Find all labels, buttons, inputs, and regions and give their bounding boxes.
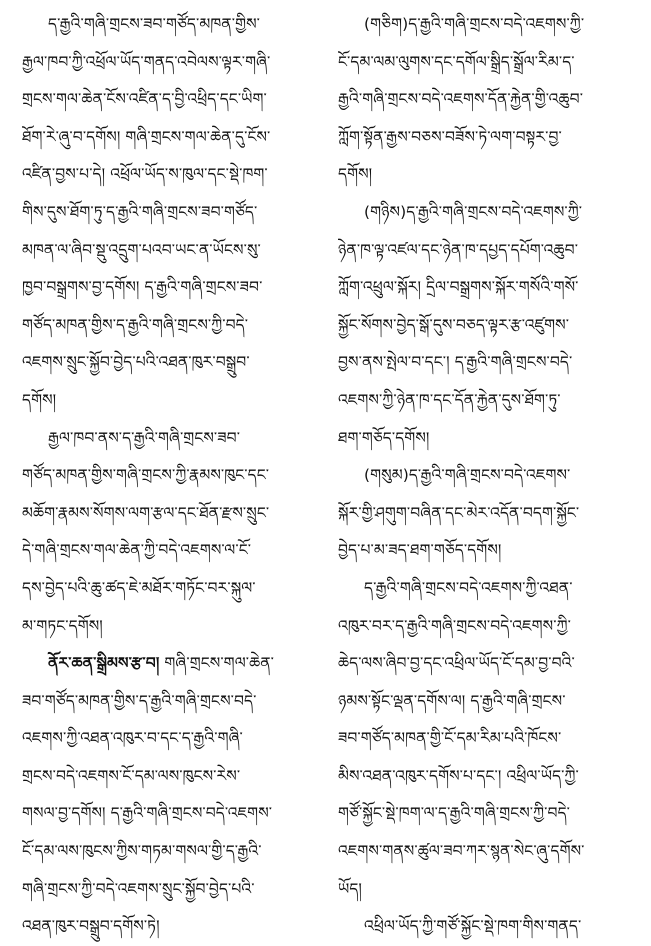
right-text-line: ཉམས་སྟོང་ལྡན་དགོས་ལ། ད་རྒྱའི་གཞི་གྲངས་ (338, 691, 566, 710)
left-text-line: འཇགས་ཀྱི་འཐན་འཁུར་བ་དང་ད་རྒྱའི་གཞི་ (22, 729, 243, 748)
right-text-line: གཙོ་སྐྱོང་སྡེ་ཁག་ལ་ད་རྒྱའི་གཞི་གྲངས་ཀྱི་བདེ་ (338, 804, 570, 823)
left-text-line: དས་བྱེད་པའི་ཆུ་ཚད་ཇེ་མཐོར་གཏོང་བར་སྐུལ་ (22, 578, 256, 597)
line-rest-text: གཞི་གྲངས་གལ་ཆེན་ (159, 654, 275, 673)
right-text-line: ཟབ་གཙོད་མཁན་གྱི་ངོ་དམ་རིམ་པའི་ཁོངས་ (338, 729, 562, 748)
right-text-line: ཐག་གཅོད་དགོས། (338, 428, 430, 447)
right-text-line: དགོས། (338, 165, 373, 184)
left-text-line: ངོ་དམ་ལས་ཁུངས་ཀྱིས་གཏམ་གསལ་གྱི་ད་རྒྱའི་ (22, 842, 262, 861)
right-text-line: མིས་འཐན་འཁུར་དགོས་པ་དང་། འཕྲིལ་ཡོད་ཀྱི་ (338, 766, 579, 785)
right-text-line: ཀློག་སྟོན་རྒྱས་བཅས་བཟོས་ཏེ་ལག་བསྟར་བྱ་ (338, 127, 562, 146)
right-text-line: (གཉིས)ད་རྒྱའི་གཞི་གྲངས་བདེ་འཇགས་ཀྱི་ (364, 202, 583, 221)
right-text-line: འཇགས་གནས་ཚུལ་ཟབ་ཀར་སྙན་སེང་ཞུ་དགོས་ (338, 842, 585, 861)
left-text-line: གཞི་གྲངས་ཀྱི་བདེ་འཇགས་སྲུང་སྐྱོབ་བྱེད་པའི་ (22, 879, 255, 898)
right-text-line: (གསུམ)ད་རྒྱའི་གཞི་གྲངས་བདེ་འཇགས་ (364, 466, 571, 485)
left-text-line: ད་རྒྱའི་གཞི་གྲངས་ཟབ་གཙོད་མཁན་གྱིས་ (48, 15, 261, 33)
right-text-line: སྐོར་གྱི་ཤགུག་བཞིན་དང་མེར་འདོན་བདག་སྐྱོང་ (338, 503, 580, 522)
left-text-line: ཟབ་གཙོད་མཁན་གྱིས་ད་རྒྱའི་གཞི་གྲངས་བདེ་ (22, 691, 257, 710)
left-text-line (22, 645, 318, 683)
left-text-line: མཁན་ལ་ཞིབ་སྡུ་འདྲུག་པའབ་ཡང་ན་ཡོངས་སུ་ (22, 240, 261, 259)
right-text-line: སྐྱོང་སོགས་བྱེད་སྒོ་དུས་བཅད་ལྟར་རྩ་འཛུགས་ (338, 315, 570, 334)
left-text-line: རྒྱལ་ཁབ་ཀྱི་འཕྲོལ་ཡོད་གནད་འབེལས་ལྟར་གཞི་ (22, 52, 271, 71)
right-column (338, 6, 634, 946)
left-text-line: གྲངས་གལ་ཆེན་ངོས་འཛིན་ད་བྱི་འཕྲིད་དང་ཡིག་ (22, 90, 267, 109)
right-text-line: འཇགས་ཀྱི་ཉེན་ཁ་དང་དོན་རྐྱེན་དུས་ཐོག་ཏུ་ (338, 390, 561, 409)
right-text-line: འཁུར་བར་ད་རྒྱའི་གཞི་གྲངས་བདེ་འཇགས་ཀྱི་ (338, 616, 571, 635)
left-text-line: མ་གཏང་དགོས། (22, 616, 103, 635)
right-text-line: (གཅིག)ད་རྒྱའི་གཞི་གྲངས་བདེ་འཇགས་ཀྱི་ (364, 15, 585, 33)
right-text-line: བྱེད་པ་མ་ཟད་ཐག་གཅོད་དགོས། (338, 541, 502, 560)
left-text-line: རྒྱལ་ཁབ་ནས་ད་རྒྱའི་གཞི་གྲངས་ཟབ་ (48, 428, 241, 447)
left-text-line: འཐན་ཁུར་བསྒྲུབ་དགོས་ཏེ། (22, 917, 160, 936)
right-text-line: ཡོད། (338, 879, 362, 898)
left-text-line: དགོས། (22, 390, 57, 409)
left-text-line: གཙོད་མཁན་གྱིས་གཞི་གྲངས་ཀྱི་རྣམས་ཁུང་དང་ (22, 466, 270, 485)
right-text-line: ཆེད་ལས་ཞིབ་བྱ་དང་འཕྲིལ་ཡོད་ངོ་དམ་བྱ་བའི་ (338, 654, 575, 673)
right-text-line: ཀློག་འཕྲུལ་སྐོར། དྲིལ་བསྒྲགས་སྐོར་གསོའི་གསོ་ (338, 278, 579, 297)
left-text-line: གིས་དུས་ཐོག་ཏུ་ད་རྒྱའི་གཞི་གྲངས་ཟབ་གཙོད་ (22, 202, 258, 221)
left-column (22, 6, 318, 946)
left-text-line: འཛིན་བྱས་པ་དེ། འཕྲོལ་ཡོད་ས་ཁུལ་དང་སྡེ་ཁག་ (22, 165, 268, 184)
left-text-line: དེ་གཞི་གྲངས་གལ་ཆེན་ཀྱི་བདེ་འཇགས་ལ་ངོ་ (22, 541, 252, 560)
right-text-line: ཉེན་ཁ་ལྟ་འཛལ་དང་ཉེན་ཁ་དཔྱད་དཔོག་འཆུབ་ (338, 240, 579, 259)
left-text-line: གྲངས་བདེ་འཇགས་ངོ་དམ་ལས་ཁུངས་རེས་ (22, 766, 241, 785)
left-text-line: མཆོག་རྣམས་སོགས་ལག་རྩལ་དང་ཐོན་རྫས་སྲུང་ (22, 503, 270, 522)
left-text-line: གཙོད་མཁན་གྱིས་ད་རྒྱའི་གཞི་གྲངས་ཀྱི་བདེ་ (22, 315, 249, 334)
bold-heading-lead: ནོར་ཆན་སྒྲིམས་རྩ་བ། (48, 654, 160, 673)
left-text-line: འཇགས་སྲུང་སྐྱོབ་བྱེད་པའི་འཐན་ཁུར་བསྒྲུབ་ (22, 353, 250, 372)
right-text-line: ད་རྒྱའི་གཞི་གྲངས་བདེ་འཇགས་ཀྱི་འཐན་ (364, 578, 573, 597)
left-text-line: གསལ་བྱ་དགོས། ད་རྒྱའི་གཞི་གྲངས་བདེ་འཇགས་ (22, 804, 273, 823)
right-text-line: འཕྲིལ་ཡོད་ཀྱི་གཙོ་སྐྱོང་སྡེ་ཁག་གིས་གནད་ (364, 917, 582, 936)
left-text-line: ཐོག་རེ་ཞུ་བ་དགོས། གཞི་གྲངས་གལ་ཆེན་དུ་ངོས་ (22, 127, 271, 146)
left-text-line: ཁྱབ་བསྒྲགས་བྱ་དགོས། ད་རྒྱའི་གཞི་གྲངས་ཟབ་ (22, 278, 263, 297)
right-text-line: ངོ་དམ་ལམ་ལུགས་དང་དགོལ་སྒྲིད་སྒྲོལ་རིམ་ད་ (338, 52, 575, 71)
right-text-line: བྱས་ནས་སྤེལ་བ་དང་། ད་རྒྱའི་གཞི་གྲངས་བདེ་ (338, 353, 573, 372)
right-text-line: རྒྱའི་གཞི་གྲངས་བདེ་འཇགས་དོན་རྐྱེན་གྱི་འཆུབ་ (338, 90, 584, 109)
